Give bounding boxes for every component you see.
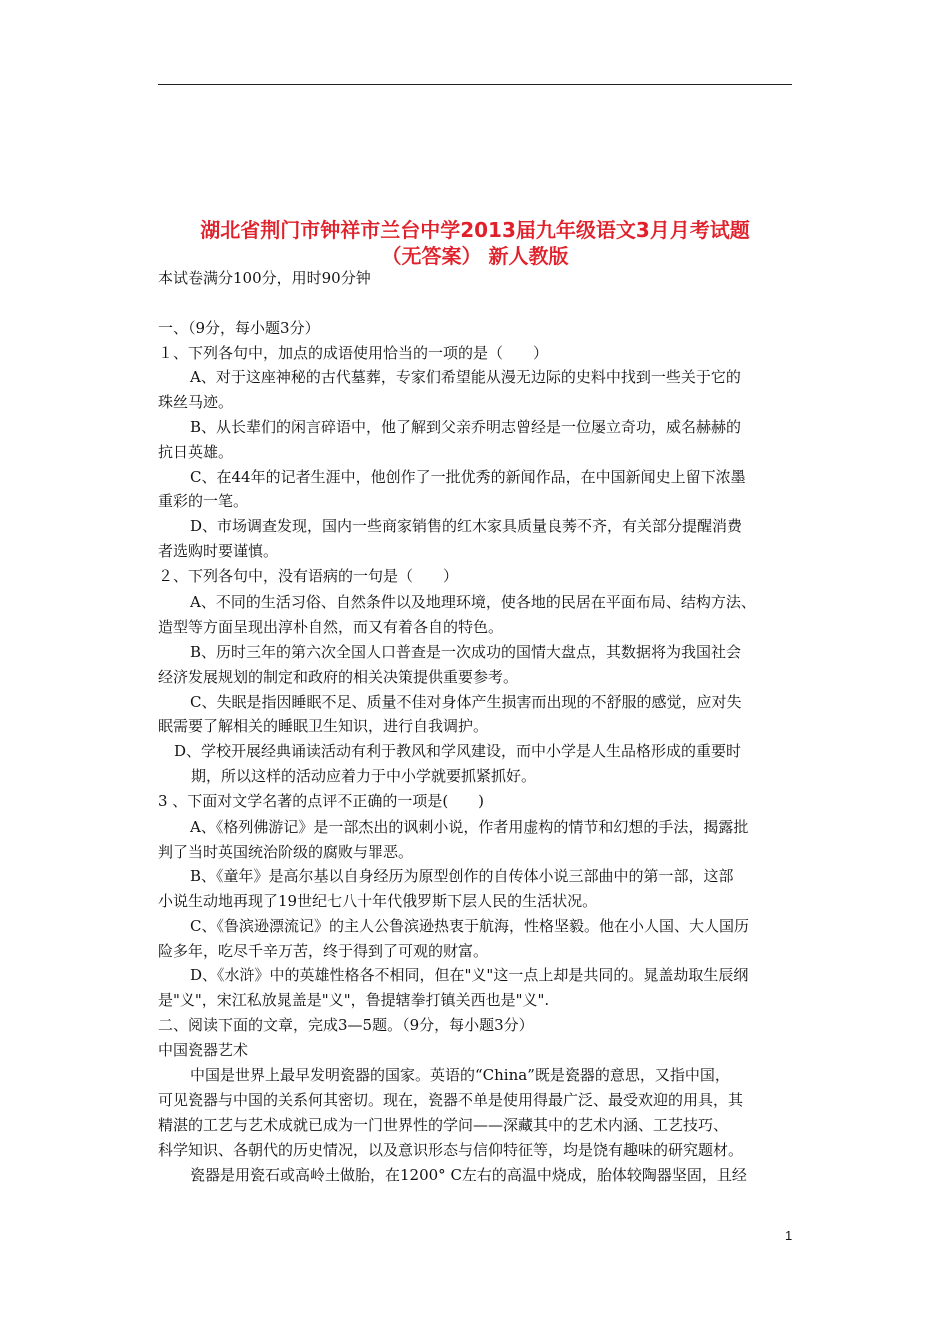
article-para1-line1: 中国是世界上最早发明瓷器的国家。英语的“China”既是瓷器的意思，又指中国， [190, 1066, 730, 1084]
q3-option-b-cont: 小说生动地再现了19世纪七八十年代俄罗斯下层人民的生活状况。 [158, 892, 598, 910]
q1-option-d-cont: 者选购时要谨慎。 [158, 542, 279, 560]
document-title-line1: 湖北省荆门市钟祥市兰台中学2013届九年级语文3月月考试题 [200, 218, 750, 242]
article-para1-line4: 科学知识、各朝代的历史情况，以及意识形态与信仰特征等，均是饶有趣味的研究题材。 [158, 1141, 744, 1159]
q2-option-c-cont: 眠需要了解相关的睡眠卫生知识，进行自我调护。 [158, 717, 489, 735]
q2-option-d-cont: 期，所以这样的活动应着力于中小学就要抓紧抓好。 [191, 767, 537, 785]
q3-option-a-cont: 判了当时英国统治阶级的腐败与罪恶。 [158, 843, 414, 861]
q3-option-a: A、《格列佛游记》是一部杰出的讽刺小说，作者用虚构的情节和幻想的手法，揭露批 [190, 818, 749, 836]
exam-info: 本试卷满分100分，用时90分钟 [158, 269, 371, 287]
q1-option-d: D、市场调查发现，国内一些商家销售的红木家具质量良莠不齐，有关部分提醒消费 [190, 517, 743, 535]
q3-option-d-cont: 是"义"，宋江私放晁盖是"义"，鲁提辖拳打镇关西也是"义". [158, 991, 550, 1009]
q3-option-b: B、《童年》是高尔基以自身经历为原型创作的自传体小说三部曲中的第一部，这部 [190, 867, 734, 885]
q2-option-d: D、学校开展经典诵读活动有利于教风和学风建设，而中小学是人生品格形成的重要时 [174, 742, 742, 760]
article-para2-line1: 瓷器是用瓷石或高岭土做胎，在1200° C左右的高温中烧成，胎体较陶器坚固，且经 [190, 1166, 747, 1184]
q1-option-a-cont: 珠丝马迹。 [158, 393, 234, 411]
q1-option-b: B、从长辈们的闲言碎语中，他了解到父亲乔明志曾经是一位屡立奇功，威名赫赫的 [190, 418, 742, 436]
q1-option-a: A、对于这座神秘的古代墓葬，专家们希望能从漫无边际的史料中找到一些关于它的 [190, 368, 741, 386]
section-one-heading: 一、（9分，每小题3分） [158, 319, 320, 337]
article-title: 中国瓷器艺术 [158, 1041, 249, 1059]
q2-option-a-cont: 造型等方面呈现出淳朴自然，而又有着各自的特色。 [158, 618, 504, 636]
q2-option-b: B、历时三年的第六次全国人口普查是一次成功的国情大盘点，其数据将为我国社会 [190, 643, 742, 661]
question-1: １、下列各句中，加点的成语使用恰当的一项的是（ ） [158, 344, 549, 362]
q1-option-c-cont: 重彩的一笔。 [158, 492, 249, 510]
header-rule [158, 84, 792, 85]
article-para1-line3: 精湛的工艺与艺术成就已成为一门世界性的学问——深藏其中的艺术内涵、工艺技巧、 [158, 1116, 729, 1134]
q1-option-b-cont: 抗日英雄。 [158, 443, 234, 461]
page-number: 1 [785, 1228, 793, 1243]
article-para1-line2: 可见瓷器与中国的关系何其密切。现在，瓷器不单是使用得最广泛、最受欢迎的用具，其 [158, 1091, 744, 1109]
q2-option-c: C、失眠是指因睡眠不足、质量不佳对身体产生损害而出现的不舒服的感觉，应对失 [190, 693, 742, 711]
question-3: 3 、下面对文学名著的点评不正确的一项是( ) [158, 792, 485, 810]
document-title-line2: （无答案） 新人教版 [381, 244, 569, 268]
question-2: ２、下列各句中，没有语病的一句是（ ） [158, 567, 459, 585]
q2-option-b-cont: 经济发展规划的制定和政府的相关决策提供重要参考。 [158, 668, 519, 686]
q2-option-a: A、不同的生活习俗、自然条件以及地理环境，使各地的民居在平面布局、结构方法、 [190, 593, 756, 611]
q3-option-d: D、《水浒》中的英雄性格各不相同，但在"义"这一点上却是共同的。晁盖劫取生辰纲 [190, 966, 749, 984]
q1-option-c: C、在44年的记者生涯中，他创作了一批优秀的新闻作品，在中国新闻史上留下浓墨 [190, 468, 746, 486]
section-two-heading: 二、阅读下面的文章，完成3—5题。（9分，每小题3分） [158, 1016, 534, 1034]
q3-option-c-cont: 险多年，吃尽千辛万苦，终于得到了可观的财富。 [158, 942, 489, 960]
q3-option-c: C、《鲁滨逊漂流记》的主人公鲁滨逊热衷于航海，性格坚毅。他在小人国、大人国历 [190, 917, 749, 935]
